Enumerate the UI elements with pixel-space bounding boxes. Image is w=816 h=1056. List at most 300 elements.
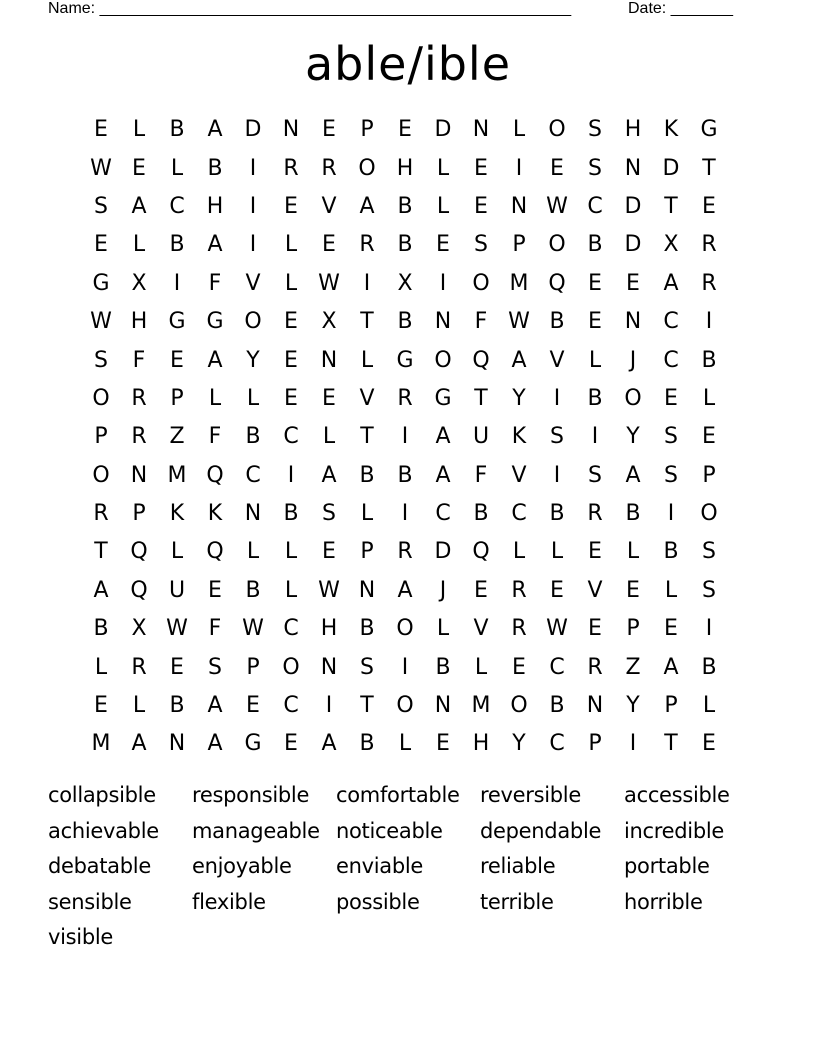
grid-cell[interactable]: F <box>474 462 488 488</box>
grid-cell[interactable]: E <box>512 654 526 680</box>
grid-cell[interactable]: P <box>664 693 678 719</box>
grid-cell[interactable]: T <box>702 155 716 181</box>
grid-cell[interactable]: H <box>320 616 338 642</box>
grid-cell[interactable]: B <box>245 424 261 450</box>
grid-cell[interactable]: Z <box>169 424 185 450</box>
grid-cell[interactable]: N <box>624 309 642 335</box>
grid-cell[interactable]: T <box>664 193 678 219</box>
grid-cell[interactable]: S <box>360 654 374 680</box>
grid-cell[interactable]: V <box>587 577 603 603</box>
grid-cell[interactable]: M <box>471 693 491 719</box>
grid-cell[interactable]: O <box>244 309 262 335</box>
grid-cell[interactable]: P <box>512 232 526 258</box>
grid-cell[interactable]: D <box>434 117 452 143</box>
grid-cell[interactable]: B <box>397 232 413 258</box>
grid-cell[interactable]: I <box>401 424 409 450</box>
grid-cell[interactable]: L <box>284 577 298 603</box>
grid-cell[interactable]: E <box>284 193 298 219</box>
grid-cell[interactable]: R <box>701 270 717 296</box>
grid-cell[interactable]: G <box>92 270 110 296</box>
grid-cell[interactable]: I <box>553 385 561 411</box>
grid-cell[interactable]: K <box>663 117 679 143</box>
grid-cell[interactable]: X <box>321 309 337 335</box>
grid-cell[interactable]: I <box>705 616 713 642</box>
grid-cell[interactable]: K <box>511 424 527 450</box>
grid-cell[interactable]: E <box>702 424 716 450</box>
grid-cell[interactable]: C <box>511 501 527 527</box>
grid-cell[interactable]: L <box>512 539 526 565</box>
grid-cell[interactable]: F <box>208 616 222 642</box>
grid-cell[interactable]: S <box>94 193 108 219</box>
grid-cell[interactable]: R <box>93 501 109 527</box>
grid-cell[interactable]: E <box>550 577 564 603</box>
grid-cell[interactable]: O <box>548 117 566 143</box>
word-list-item: comfortable <box>336 783 460 807</box>
grid-cell[interactable]: B <box>435 654 451 680</box>
grid-cell[interactable]: X <box>663 232 679 258</box>
grid-cell[interactable]: B <box>549 501 565 527</box>
grid-cell[interactable]: O <box>472 270 490 296</box>
grid-cell[interactable]: L <box>246 539 260 565</box>
grid-cell[interactable]: A <box>397 577 413 603</box>
grid-cell[interactable]: M <box>509 270 529 296</box>
grid-cell[interactable]: A <box>511 347 527 373</box>
grid-cell[interactable]: B <box>359 462 375 488</box>
grid-cell[interactable]: D <box>624 193 642 219</box>
grid-cell[interactable]: H <box>396 155 414 181</box>
grid-cell[interactable]: A <box>435 424 451 450</box>
grid-cell[interactable]: W <box>546 616 568 642</box>
grid-cell[interactable]: C <box>283 693 299 719</box>
grid-cell[interactable]: R <box>359 232 375 258</box>
grid-cell[interactable]: I <box>401 654 409 680</box>
grid-cell[interactable]: C <box>549 654 565 680</box>
grid-cell[interactable]: C <box>587 193 603 219</box>
grid-cell[interactable]: I <box>287 462 295 488</box>
grid-cell[interactable]: N <box>510 193 528 219</box>
grid-cell[interactable]: A <box>207 232 223 258</box>
grid-cell[interactable]: F <box>208 424 222 450</box>
grid-cell[interactable]: N <box>130 462 148 488</box>
grid-cell[interactable]: S <box>702 539 716 565</box>
grid-cell[interactable]: N <box>624 155 642 181</box>
grid-cell[interactable]: Y <box>626 424 640 450</box>
grid-cell[interactable]: A <box>321 462 337 488</box>
grid-cell[interactable]: I <box>325 693 333 719</box>
grid-cell[interactable]: H <box>624 117 642 143</box>
grid-cell[interactable]: E <box>588 539 602 565</box>
grid-cell[interactable]: L <box>626 539 640 565</box>
grid-cell[interactable]: B <box>473 501 489 527</box>
grid-cell[interactable]: O <box>548 232 566 258</box>
grid-cell[interactable]: S <box>474 232 488 258</box>
grid-cell[interactable]: N <box>434 693 452 719</box>
grid-cell[interactable]: R <box>701 232 717 258</box>
grid-cell[interactable]: I <box>249 232 257 258</box>
grid-cell[interactable]: B <box>283 501 299 527</box>
grid-cell[interactable]: L <box>436 193 450 219</box>
grid-cell[interactable]: A <box>321 731 337 757</box>
grid-cell[interactable]: S <box>588 117 602 143</box>
grid-cell[interactable]: E <box>626 577 640 603</box>
grid-cell[interactable]: K <box>207 501 223 527</box>
grid-cell[interactable]: A <box>207 731 223 757</box>
grid-cell[interactable]: L <box>132 232 146 258</box>
grid-cell[interactable]: S <box>702 577 716 603</box>
grid-cell[interactable]: E <box>322 385 336 411</box>
grid-cell[interactable]: B <box>663 539 679 565</box>
grid-cell[interactable]: B <box>359 731 375 757</box>
grid-cell[interactable]: A <box>359 193 375 219</box>
grid-cell[interactable]: A <box>663 270 679 296</box>
grid-cell[interactable]: L <box>512 117 526 143</box>
grid-cell[interactable]: D <box>624 232 642 258</box>
grid-cell[interactable]: P <box>170 385 184 411</box>
grid-cell[interactable]: S <box>322 501 336 527</box>
grid-cell[interactable]: P <box>626 616 640 642</box>
grid-cell[interactable]: G <box>434 385 452 411</box>
grid-cell[interactable]: I <box>439 270 447 296</box>
grid-cell[interactable]: R <box>587 501 603 527</box>
grid-row <box>82 188 728 226</box>
grid-cell[interactable]: F <box>208 270 222 296</box>
grid-cell[interactable]: W <box>242 616 264 642</box>
grid-cell[interactable]: E <box>132 155 146 181</box>
grid-cell[interactable]: B <box>169 693 185 719</box>
grid-cell[interactable]: Y <box>512 731 526 757</box>
grid-cell[interactable]: D <box>662 155 680 181</box>
grid-row <box>82 303 728 341</box>
grid-cell[interactable]: M <box>91 731 111 757</box>
grid-cell[interactable]: I <box>667 501 675 527</box>
grid-cell[interactable]: G <box>396 347 414 373</box>
grid-cell[interactable]: X <box>131 270 147 296</box>
grid-cell[interactable]: E <box>474 155 488 181</box>
grid-cell[interactable]: L <box>322 424 336 450</box>
grid-cell[interactable]: S <box>94 347 108 373</box>
grid-cell[interactable]: A <box>207 117 223 143</box>
grid-cell[interactable]: E <box>322 539 336 565</box>
grid-cell[interactable]: E <box>322 232 336 258</box>
grid-cell[interactable]: P <box>702 462 716 488</box>
grid-cell[interactable]: L <box>284 232 298 258</box>
grid-cell[interactable]: E <box>94 693 108 719</box>
grid-cell[interactable]: B <box>549 309 565 335</box>
grid-cell[interactable]: O <box>358 155 376 181</box>
grid-cell[interactable]: E <box>284 347 298 373</box>
grid-cell[interactable]: E <box>284 309 298 335</box>
grid-cell[interactable]: H <box>472 731 490 757</box>
grid-cell[interactable]: Q <box>472 347 490 373</box>
grid-cell[interactable]: Q <box>130 539 148 565</box>
grid-cell[interactable]: A <box>131 731 147 757</box>
grid-cell[interactable]: G <box>206 309 224 335</box>
grid-row <box>82 687 728 725</box>
grid-cell[interactable]: N <box>168 731 186 757</box>
grid-cell[interactable]: B <box>169 117 185 143</box>
grid-cell[interactable]: I <box>591 424 599 450</box>
word-list-item: terrible <box>480 889 554 914</box>
grid-cell[interactable]: Y <box>626 693 640 719</box>
grid-cell[interactable]: Z <box>625 654 641 680</box>
grid-cell[interactable]: T <box>360 309 374 335</box>
grid-cell[interactable]: E <box>436 731 450 757</box>
grid-cell[interactable]: A <box>435 462 451 488</box>
grid-cell[interactable]: N <box>434 309 452 335</box>
grid-cell[interactable]: O <box>700 501 718 527</box>
grid-cell[interactable]: G <box>700 117 718 143</box>
grid-cell[interactable]: T <box>664 731 678 757</box>
grid-cell[interactable]: D <box>434 539 452 565</box>
grid-cell[interactable]: A <box>207 347 223 373</box>
grid-cell[interactable]: E <box>322 117 336 143</box>
grid-cell[interactable]: E <box>284 385 298 411</box>
grid-cell[interactable]: L <box>360 347 374 373</box>
grid-cell[interactable]: B <box>169 232 185 258</box>
grid-cell[interactable]: B <box>701 654 717 680</box>
grid-cell[interactable]: Q <box>548 270 566 296</box>
grid-cell[interactable]: I <box>173 270 181 296</box>
word-list-item: sensible <box>48 889 132 914</box>
grid-cell[interactable]: L <box>702 385 716 411</box>
grid-cell[interactable]: R <box>397 385 413 411</box>
word-list-item: horrible <box>624 889 703 914</box>
grid-cell[interactable]: A <box>93 577 109 603</box>
grid-cell[interactable]: Q <box>130 577 148 603</box>
grid-cell[interactable]: R <box>511 577 527 603</box>
grid-cell[interactable]: E <box>284 731 298 757</box>
grid-cell[interactable]: U <box>168 577 186 603</box>
grid-cell[interactable]: E <box>94 232 108 258</box>
grid-cell[interactable]: M <box>167 462 187 488</box>
grid-cell[interactable]: V <box>549 347 565 373</box>
grid-cell[interactable]: W <box>166 616 188 642</box>
grid-cell[interactable]: I <box>553 462 561 488</box>
grid-cell[interactable]: S <box>588 462 602 488</box>
grid-cell[interactable]: V <box>511 462 527 488</box>
grid-cell[interactable]: E <box>170 347 184 373</box>
grid-cell[interactable]: S <box>664 424 678 450</box>
grid-cell[interactable]: Y <box>246 347 260 373</box>
grid-cell[interactable]: C <box>549 731 565 757</box>
grid-cell[interactable]: I <box>705 309 713 335</box>
grid-cell[interactable]: U <box>472 424 490 450</box>
grid-cell[interactable]: O <box>282 654 300 680</box>
grid-cell[interactable]: A <box>625 462 641 488</box>
grid-cell[interactable]: B <box>93 616 109 642</box>
grid-cell[interactable]: P <box>360 117 374 143</box>
grid-cell[interactable]: L <box>132 693 146 719</box>
grid-cell[interactable]: O <box>434 347 452 373</box>
grid-cell[interactable]: T <box>94 539 108 565</box>
grid-cell[interactable]: V <box>473 616 489 642</box>
grid-cell[interactable]: L <box>246 385 260 411</box>
grid-cell[interactable]: C <box>663 347 679 373</box>
grid-cell[interactable]: P <box>360 539 374 565</box>
grid-cell[interactable]: E <box>398 117 412 143</box>
grid-cell[interactable]: C <box>435 501 451 527</box>
grid-cell[interactable]: E <box>474 193 488 219</box>
grid-cell[interactable]: A <box>207 693 223 719</box>
grid-cell[interactable]: R <box>131 385 147 411</box>
grid-cell[interactable]: H <box>206 193 224 219</box>
grid-cell[interactable]: E <box>626 270 640 296</box>
grid-cell[interactable]: T <box>474 385 488 411</box>
grid-cell[interactable]: I <box>249 155 257 181</box>
grid-cell[interactable]: L <box>170 539 184 565</box>
grid-cell[interactable]: I <box>363 270 371 296</box>
grid-cell[interactable]: E <box>588 309 602 335</box>
grid-cell[interactable]: X <box>397 270 413 296</box>
grid-cell[interactable]: F <box>474 309 488 335</box>
grid-cell[interactable]: L <box>132 117 146 143</box>
grid-cell[interactable]: I <box>249 193 257 219</box>
grid-cell[interactable]: L <box>208 385 222 411</box>
word-list-item: portable <box>624 854 710 879</box>
grid-cell[interactable]: B <box>397 462 413 488</box>
grid-cell[interactable]: C <box>283 616 299 642</box>
grid-cell[interactable]: C <box>283 424 299 450</box>
grid-cell[interactable]: E <box>588 270 602 296</box>
grid-cell[interactable]: V <box>245 270 261 296</box>
grid-cell[interactable]: N <box>358 577 376 603</box>
grid-cell[interactable]: E <box>208 577 222 603</box>
grid-cell[interactable]: B <box>549 693 565 719</box>
grid-cell[interactable]: Q <box>472 539 490 565</box>
grid-cell[interactable]: G <box>168 309 186 335</box>
grid-cell[interactable]: B <box>245 577 261 603</box>
grid-cell[interactable]: G <box>244 731 262 757</box>
grid-cell[interactable]: F <box>132 347 146 373</box>
grid-cell[interactable]: I <box>629 731 637 757</box>
grid-cell[interactable]: B <box>587 385 603 411</box>
grid-cell[interactable]: N <box>320 347 338 373</box>
grid-cell[interactable]: A <box>131 193 147 219</box>
grid-cell[interactable]: A <box>663 654 679 680</box>
grid-cell[interactable]: R <box>321 155 337 181</box>
grid-cell[interactable]: O <box>396 616 414 642</box>
grid-cell[interactable]: E <box>94 117 108 143</box>
grid-cell[interactable]: Y <box>512 385 526 411</box>
grid-cell[interactable]: W <box>546 193 568 219</box>
grid-cell[interactable]: R <box>511 616 527 642</box>
grid-cell[interactable]: E <box>664 616 678 642</box>
grid-cell[interactable]: S <box>664 462 678 488</box>
grid-cell[interactable]: L <box>588 347 602 373</box>
grid-cell[interactable]: B <box>587 232 603 258</box>
grid-cell[interactable]: L <box>436 616 450 642</box>
grid-cell[interactable]: O <box>396 693 414 719</box>
grid-cell[interactable]: E <box>436 232 450 258</box>
grid-cell[interactable]: E <box>246 693 260 719</box>
grid-cell[interactable]: B <box>625 501 641 527</box>
grid-cell[interactable]: L <box>702 693 716 719</box>
grid-cell[interactable]: L <box>284 270 298 296</box>
grid-cell[interactable]: P <box>94 424 108 450</box>
grid-cell[interactable]: T <box>360 424 374 450</box>
grid-cell[interactable]: W <box>318 270 340 296</box>
grid-cell[interactable]: N <box>282 117 300 143</box>
grid-cell[interactable]: C <box>245 462 261 488</box>
grid-cell[interactable]: B <box>701 347 717 373</box>
grid-cell[interactable]: R <box>397 539 413 565</box>
grid-cell[interactable]: L <box>170 155 184 181</box>
grid-cell[interactable]: L <box>94 654 108 680</box>
grid-cell[interactable]: B <box>207 155 223 181</box>
grid-cell[interactable]: S <box>208 654 222 680</box>
grid-cell[interactable]: O <box>92 385 110 411</box>
grid-cell[interactable]: E <box>702 193 716 219</box>
grid-cell[interactable]: V <box>321 193 337 219</box>
grid-cell[interactable]: E <box>474 577 488 603</box>
grid-cell[interactable]: O <box>510 693 528 719</box>
grid-cell[interactable]: J <box>439 577 447 603</box>
grid-cell[interactable]: R <box>131 424 147 450</box>
grid-cell[interactable]: K <box>169 501 185 527</box>
date-field[interactable]: Date: _______ <box>628 0 733 17</box>
grid-cell[interactable]: L <box>360 501 374 527</box>
grid-cell[interactable]: P <box>246 654 260 680</box>
grid-cell[interactable]: E <box>664 385 678 411</box>
grid-cell[interactable]: L <box>550 539 564 565</box>
grid-cell[interactable]: W <box>90 309 112 335</box>
grid-cell[interactable]: O <box>624 385 642 411</box>
grid-cell[interactable]: N <box>244 501 262 527</box>
grid-cell[interactable]: B <box>359 616 375 642</box>
grid-cell[interactable]: N <box>320 654 338 680</box>
grid-cell[interactable]: J <box>629 347 637 373</box>
grid-cell[interactable]: E <box>702 731 716 757</box>
grid-cell[interactable]: S <box>588 155 602 181</box>
grid-cell[interactable]: I <box>515 155 523 181</box>
grid-cell[interactable]: X <box>131 616 147 642</box>
grid-cell[interactable]: R <box>587 654 603 680</box>
name-field[interactable]: Name: _____________________________________________________ <box>48 0 572 17</box>
grid-cell[interactable]: W <box>508 309 530 335</box>
grid-cell[interactable]: E <box>588 616 602 642</box>
grid-cell[interactable]: W <box>318 577 340 603</box>
grid-cell[interactable]: R <box>131 654 147 680</box>
grid-cell[interactable]: L <box>398 731 412 757</box>
word-list-item: visible <box>48 925 114 950</box>
grid-cell[interactable]: D <box>244 117 262 143</box>
grid-cell[interactable]: B <box>397 193 413 219</box>
grid-cell[interactable]: T <box>360 693 374 719</box>
grid-cell[interactable]: L <box>474 654 488 680</box>
grid-cell[interactable]: S <box>550 424 564 450</box>
grid-cell[interactable]: H <box>130 309 148 335</box>
grid-cell[interactable]: C <box>169 193 185 219</box>
grid-cell[interactable]: B <box>397 309 413 335</box>
grid-cell[interactable]: P <box>588 731 602 757</box>
grid-cell[interactable]: Q <box>206 539 224 565</box>
grid-cell[interactable]: N <box>472 117 490 143</box>
grid-cell[interactable]: Q <box>206 462 224 488</box>
grid-cell[interactable]: R <box>283 155 299 181</box>
grid-cell[interactable]: L <box>664 577 678 603</box>
grid-cell[interactable]: C <box>663 309 679 335</box>
grid-cell[interactable]: E <box>550 155 564 181</box>
grid-cell[interactable]: N <box>586 693 604 719</box>
grid-cell[interactable]: E <box>170 654 184 680</box>
grid-cell[interactable]: W <box>90 155 112 181</box>
grid-cell[interactable]: O <box>92 462 110 488</box>
grid-cell[interactable]: V <box>359 385 375 411</box>
grid-cell[interactable]: L <box>436 155 450 181</box>
grid-cell[interactable]: I <box>401 501 409 527</box>
grid-cell[interactable]: L <box>284 539 298 565</box>
grid-cell[interactable]: P <box>132 501 146 527</box>
